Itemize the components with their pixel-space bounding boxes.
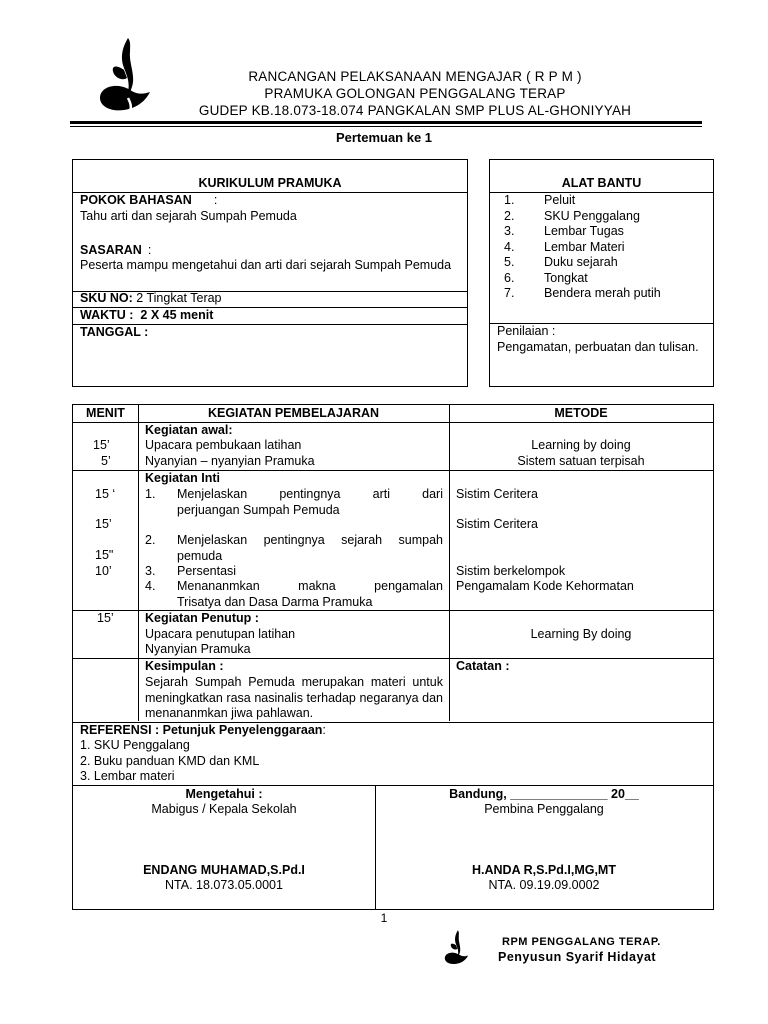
inti-step-4: 4. Menananmkan makna pengamalan Trisatya dan Dasa Darma Pramuka <box>145 579 443 609</box>
sign-right-nta: NTA. 09.19.09.0002 <box>488 878 600 892</box>
pokok-bahasan-text: Tahu arti dan sejarah Sumpah Pemuda <box>80 209 297 223</box>
penutup-metode: Learning By doing <box>530 627 632 641</box>
kurikulum-box <box>72 159 468 387</box>
header-line-1: RANCANGAN PELAKSANAAN MENGAJAR ( R P M ) <box>248 69 582 84</box>
kegiatan-table <box>72 404 714 910</box>
sign-right-role: Pembina Penggalang <box>484 802 604 816</box>
list-item: 6. Tongkat <box>504 270 588 285</box>
footer-line-1: RPM PENGGALANG TERAP. <box>502 936 661 948</box>
head-metode: METODE <box>554 406 608 420</box>
inti-step-3: 3. Persentasi <box>145 564 237 578</box>
inti-metode-4: Pengamalam Kode Kehormatan <box>456 579 634 593</box>
penutup-title: Kegiatan Penutup : <box>145 611 259 625</box>
penilaian-text: Pengamatan, perbuatan dan tulisan. <box>497 340 699 354</box>
catatan-label: Catatan : <box>456 659 510 673</box>
awal-item-1: Upacara pembukaan latihan <box>145 438 302 452</box>
awal-item-2: Nyanyian – nyanyian Pramuka <box>145 454 315 468</box>
alat-bantu-list <box>504 193 661 302</box>
inti-metode-1: Sistim Ceritera <box>456 487 538 501</box>
sasaran-text: Peserta mampu mengetahui dan arti dari sejarah Sumpah Pemuda <box>80 258 452 272</box>
tanggal-label: TANGGAL : <box>80 325 149 339</box>
list-item: 7. Bendera merah putih <box>504 286 661 300</box>
sign-left-role: Mabigus / Kepala Sekolah <box>151 802 297 816</box>
list-item: 5. Duku sejarah <box>504 255 618 269</box>
referensi-item-1: 1. SKU Penggalang <box>80 738 190 752</box>
awal-title: Kegiatan awal: <box>145 423 233 437</box>
penutup-item-2: Nyanyian Pramuka <box>145 642 251 656</box>
pokok-bahasan-label: POKOK BAHASAN : <box>80 193 218 207</box>
awal-menit-2: 5’ <box>101 454 111 468</box>
sign-left-label: Mengetahui : <box>185 787 263 801</box>
inti-metode-3: Sistim berkelompok <box>456 564 566 578</box>
sku-row: SKU NO: 2 Tingkat Terap <box>80 291 222 305</box>
inti-step-2: 2. Menjelaskan pentingnya sejarah sumpah pemuda <box>145 533 443 563</box>
awal-menit-1: 15’ <box>93 438 110 452</box>
inti-step-1: 1. Menjelaskan pentingnya arti dari perjuangan Sumpah Pemuda <box>145 487 443 517</box>
list-item: 3. Lembar Tugas <box>504 224 624 238</box>
list-item: 4. Lembar Materi <box>504 239 625 254</box>
referensi-item-3: 3. Lembar materi <box>80 769 175 783</box>
document-header <box>150 68 680 119</box>
page-number: 1 <box>380 911 388 925</box>
pramuka-tunas-kelapa-icon <box>94 36 154 116</box>
inti-menit-1: 15 ‘ <box>95 487 116 501</box>
header-rule-thin <box>70 126 702 127</box>
sign-left-nta: NTA. 18.073.05.0001 <box>165 878 283 892</box>
kesimpulan-title: Kesimpulan : <box>145 659 224 673</box>
head-kegiatan: KEGIATAN PEMBELAJARAN <box>207 406 380 420</box>
inti-menit-3: 15" <box>95 548 114 562</box>
header-line-2: PRAMUKA GOLONGAN PENGGALANG TERAP <box>264 86 566 101</box>
sign-right-label: Bandung, ______________ 20__ <box>449 787 639 801</box>
awal-metode-2: Sistem satuan terpisah <box>517 454 645 468</box>
kurikulum-title: KURIKULUM PRAMUKA <box>198 176 342 190</box>
footer-line-2: Penyusun Syarif Hidayat <box>498 950 657 964</box>
sasaran-label: SASARAN : <box>80 243 152 257</box>
header-line-3: GUDEP KB.18.073-18.074 PANGKALAN SMP PLUS AL-GHONIYYAH <box>198 103 632 118</box>
awal-metode-1: Learning by doing <box>531 438 631 452</box>
meeting-title: Pertemuan ke 1 <box>335 130 433 145</box>
footer-tunas-kelapa-icon <box>442 928 470 968</box>
alat-bantu-box <box>489 159 714 387</box>
head-menit: MENIT <box>86 406 125 420</box>
list-item: 1. Peluit <box>504 193 576 207</box>
sign-left-name: ENDANG MUHAMAD,S.Pd.I <box>143 863 305 877</box>
penutup-item-1: Upacara penutupan latihan <box>145 627 296 641</box>
inti-metode-2: Sistim Ceritera <box>456 517 538 531</box>
kesimpulan-text: Sejarah Sumpah Pemuda merupakan materi untuk meningkatkan rasa nasinalis terhadap negaranya dan menananmkan jiwa pahlawan. <box>145 675 443 720</box>
waktu-row: WAKTU : 2 X 45 menit <box>80 308 214 322</box>
sign-right-name: H.ANDA R,S.Pd.I,MG,MT <box>472 863 616 877</box>
inti-menit-4: 10’ <box>95 564 112 578</box>
header-rule-thick <box>70 121 702 124</box>
penutup-menit: 15’ <box>97 611 114 625</box>
inti-title: Kegiatan Inti <box>145 471 221 485</box>
alat-bantu-title: ALAT BANTU <box>561 176 642 190</box>
referensi-item-2: 2. Buku panduan KMD dan KML <box>80 754 260 768</box>
list-item: 2. SKU Penggalang <box>504 208 640 223</box>
inti-menit-2: 15’ <box>95 517 112 531</box>
referensi-title: REFERENSI : Petunjuk Penyelenggaraan: <box>80 723 326 737</box>
penilaian-label: Penilaian : <box>497 324 556 338</box>
